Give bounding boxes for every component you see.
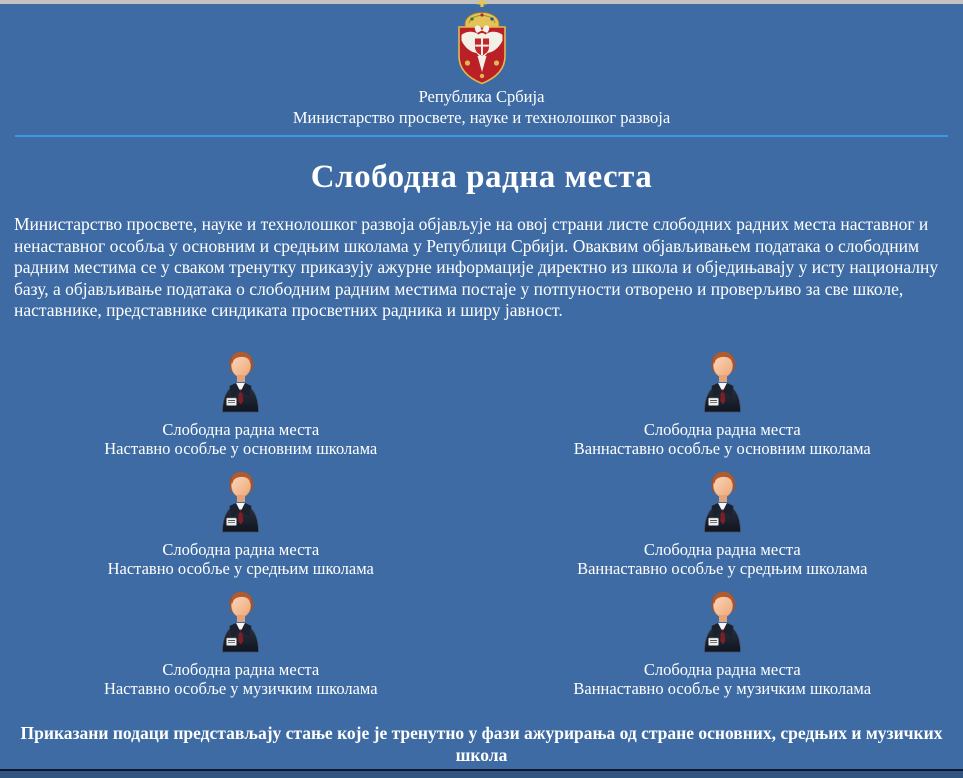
bottom-blue-bar: [0, 771, 963, 778]
link-nonteaching-staff-primary-schools[interactable]: [482, 350, 963, 458]
businessman-icon: [701, 590, 744, 653]
serbia-coat-of-arms-icon: [456, 0, 508, 86]
link-title: Слободна радна места: [643, 659, 801, 679]
header-divider: [15, 135, 948, 137]
link-teaching-staff-primary-schools[interactable]: [0, 350, 482, 458]
link-teaching-staff-music-schools[interactable]: [0, 590, 482, 698]
link-subtitle: Наставно особље у музичким школама: [103, 678, 378, 698]
businessman-icon: [219, 590, 262, 653]
link-teaching-staff-secondary-schools[interactable]: [0, 470, 482, 578]
link-subtitle: Наставно особље у основним школама: [104, 438, 378, 458]
republic-name: Република Србија: [418, 87, 545, 106]
site-header: [0, 0, 963, 128]
businessman-icon: [701, 470, 744, 533]
link-nonteaching-staff-secondary-schools[interactable]: [482, 470, 963, 578]
link-subtitle: Ваннаставно особље у музичким школама: [573, 678, 872, 698]
intro-paragraph: Министарство просвете, науке и технолошког развоја објављује на овој страни листе слободних радних места наставног и ненаставног особља у основним и средњим школама у Републици Србији. Оваквим објављивањем података о слободним радним местима се у сваком тренутку приказују ажурне информације директно из школа и обједињавају у исту националну базу, а објављивање података о слободним радним местима постаје у потпуности отворено и проверљиво за све школе, наставнике, представнике синдиката просветних радника и ширу јавност.: [14, 214, 939, 320]
vacancy-links-grid: [0, 350, 963, 698]
page-title: Слободна радна места: [310, 159, 653, 195]
businessman-icon: [701, 350, 744, 413]
businessman-icon: [219, 350, 262, 413]
link-title: Слободна радна места: [162, 419, 320, 439]
businessman-icon: [219, 470, 262, 533]
link-subtitle: Ваннаставно особље у основним школама: [573, 438, 871, 458]
link-nonteaching-staff-music-schools[interactable]: [482, 590, 963, 698]
link-subtitle: Ваннаставно особље у средњим школама: [577, 558, 868, 578]
link-title: Слободна радна места: [162, 659, 320, 679]
update-status-note: Приказани подаци представљају стање које је тренутно у фази ажурирања од стране основних, средњих и музичких школа: [20, 722, 943, 765]
link-title: Слободна радна места: [162, 539, 320, 559]
link-subtitle: Наставно особље у средњим школама: [107, 558, 374, 578]
ministry-name: Министарство просвете, науке и технолошког развоја: [292, 108, 671, 127]
link-title: Слободна радна места: [643, 539, 801, 559]
link-title: Слободна радна места: [643, 419, 801, 439]
